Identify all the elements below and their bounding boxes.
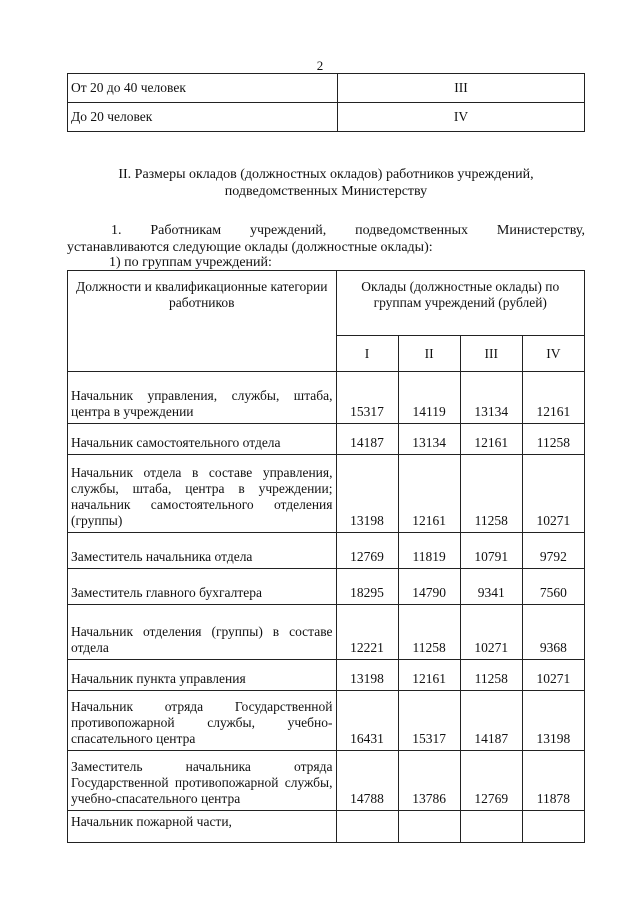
position-name: Заместитель начальника отдела [68,533,337,569]
salary-value [460,811,522,843]
salary-value: 14119 [398,372,460,424]
salary-value: 14187 [336,424,398,455]
position-name: Начальник пункта управления [68,660,337,691]
salary-value: 10271 [522,660,584,691]
header-salary: Оклады (должностные оклады) по группам учреждений (рублей) [336,271,585,336]
position-name: Начальник отряда Государственной противопожарной службы, учебно-спасательного центра [68,691,337,751]
salary-value: 13198 [336,660,398,691]
salary-value: 11819 [398,533,460,569]
position-name: Начальник отделения (группы) в составе отдела [68,605,337,660]
salary-value: 12161 [460,424,522,455]
table-row [68,660,585,691]
salary-value: 11258 [522,424,584,455]
section-title-line: подведомственных Министерству [224,184,428,199]
salary-value [398,811,460,843]
paragraph-word: Министерству, [496,223,585,238]
salary-table [67,270,585,843]
subparagraph: 1) по группам учреждений: [109,255,272,270]
salary-value: 14187 [460,691,522,751]
group-size-table [67,73,585,132]
page-number: 2 [316,58,324,73]
table-row [68,605,585,660]
salary-value: 14788 [336,751,398,811]
group-value: III [338,74,585,103]
salary-value: 12769 [336,533,398,569]
salary-value: 12161 [398,660,460,691]
group-size-label: От 20 до 40 человек [68,74,338,103]
group-value: IV [338,103,585,132]
table-row [68,569,585,605]
table-row [68,751,585,811]
salary-value: 12161 [522,372,584,424]
salary-value: 13134 [398,424,460,455]
salary-value: 11258 [460,660,522,691]
table-row [68,424,585,455]
salary-value: 10271 [460,605,522,660]
salary-value: 12769 [460,751,522,811]
salary-value: 13134 [460,372,522,424]
header-group: I [336,336,398,372]
salary-value: 11258 [398,605,460,660]
salary-value: 15317 [398,691,460,751]
salary-value: 12221 [336,605,398,660]
salary-value: 15317 [336,372,398,424]
salary-value: 13198 [522,691,584,751]
header-position: Должности и квалификационные категории работников [68,271,337,372]
table-row [68,372,585,424]
salary-value: 10271 [522,455,584,533]
section-title-line: II. Размеры окладов (должностных окладов) работников учреждений, [118,167,534,182]
position-name: Начальник управления, службы, штаба, центра в учреждении [68,372,337,424]
table-row [68,691,585,751]
position-name: Начальник пожарной части, [68,811,337,843]
paragraph-word: Работникам [150,223,222,238]
table-row [68,74,585,103]
salary-value: 11258 [460,455,522,533]
salary-value: 7560 [522,569,584,605]
salary-value: 13786 [398,751,460,811]
salary-value: 10791 [460,533,522,569]
position-name: Заместитель начальника отряда Государственной противопожарной службы, учебно-спасательного центра [68,751,337,811]
salary-value: 13198 [336,455,398,533]
table-row [68,811,585,843]
paragraph-word: 1. [111,223,122,238]
position-name: Начальник самостоятельного отдела [68,424,337,455]
section-title [67,166,585,200]
salary-value [336,811,398,843]
salary-value: 16431 [336,691,398,751]
group-size-label: До 20 человек [68,103,338,132]
salary-value: 9341 [460,569,522,605]
position-name: Начальник отдела в составе управления, службы, штаба, центра в учреждении; начальник самостоятельного отделения (группы) [68,455,337,533]
header-group: II [398,336,460,372]
position-name: Заместитель главного бухгалтера [68,569,337,605]
table-row [68,455,585,533]
salary-value: 11878 [522,751,584,811]
table-row [68,103,585,132]
paragraph-word: учреждений, [249,223,327,238]
header-group: IV [522,336,584,372]
paragraph-word: подведомственных [355,223,469,238]
salary-value: 14790 [398,569,460,605]
header-group: III [460,336,522,372]
salary-value: 9368 [522,605,584,660]
salary-value [522,811,584,843]
salary-value: 9792 [522,533,584,569]
salary-value: 12161 [398,455,460,533]
paragraph [67,222,585,256]
salary-value: 18295 [336,569,398,605]
paragraph-line: устанавливаются следующие оклады (должностные оклады): [67,240,433,255]
table-row [68,533,585,569]
